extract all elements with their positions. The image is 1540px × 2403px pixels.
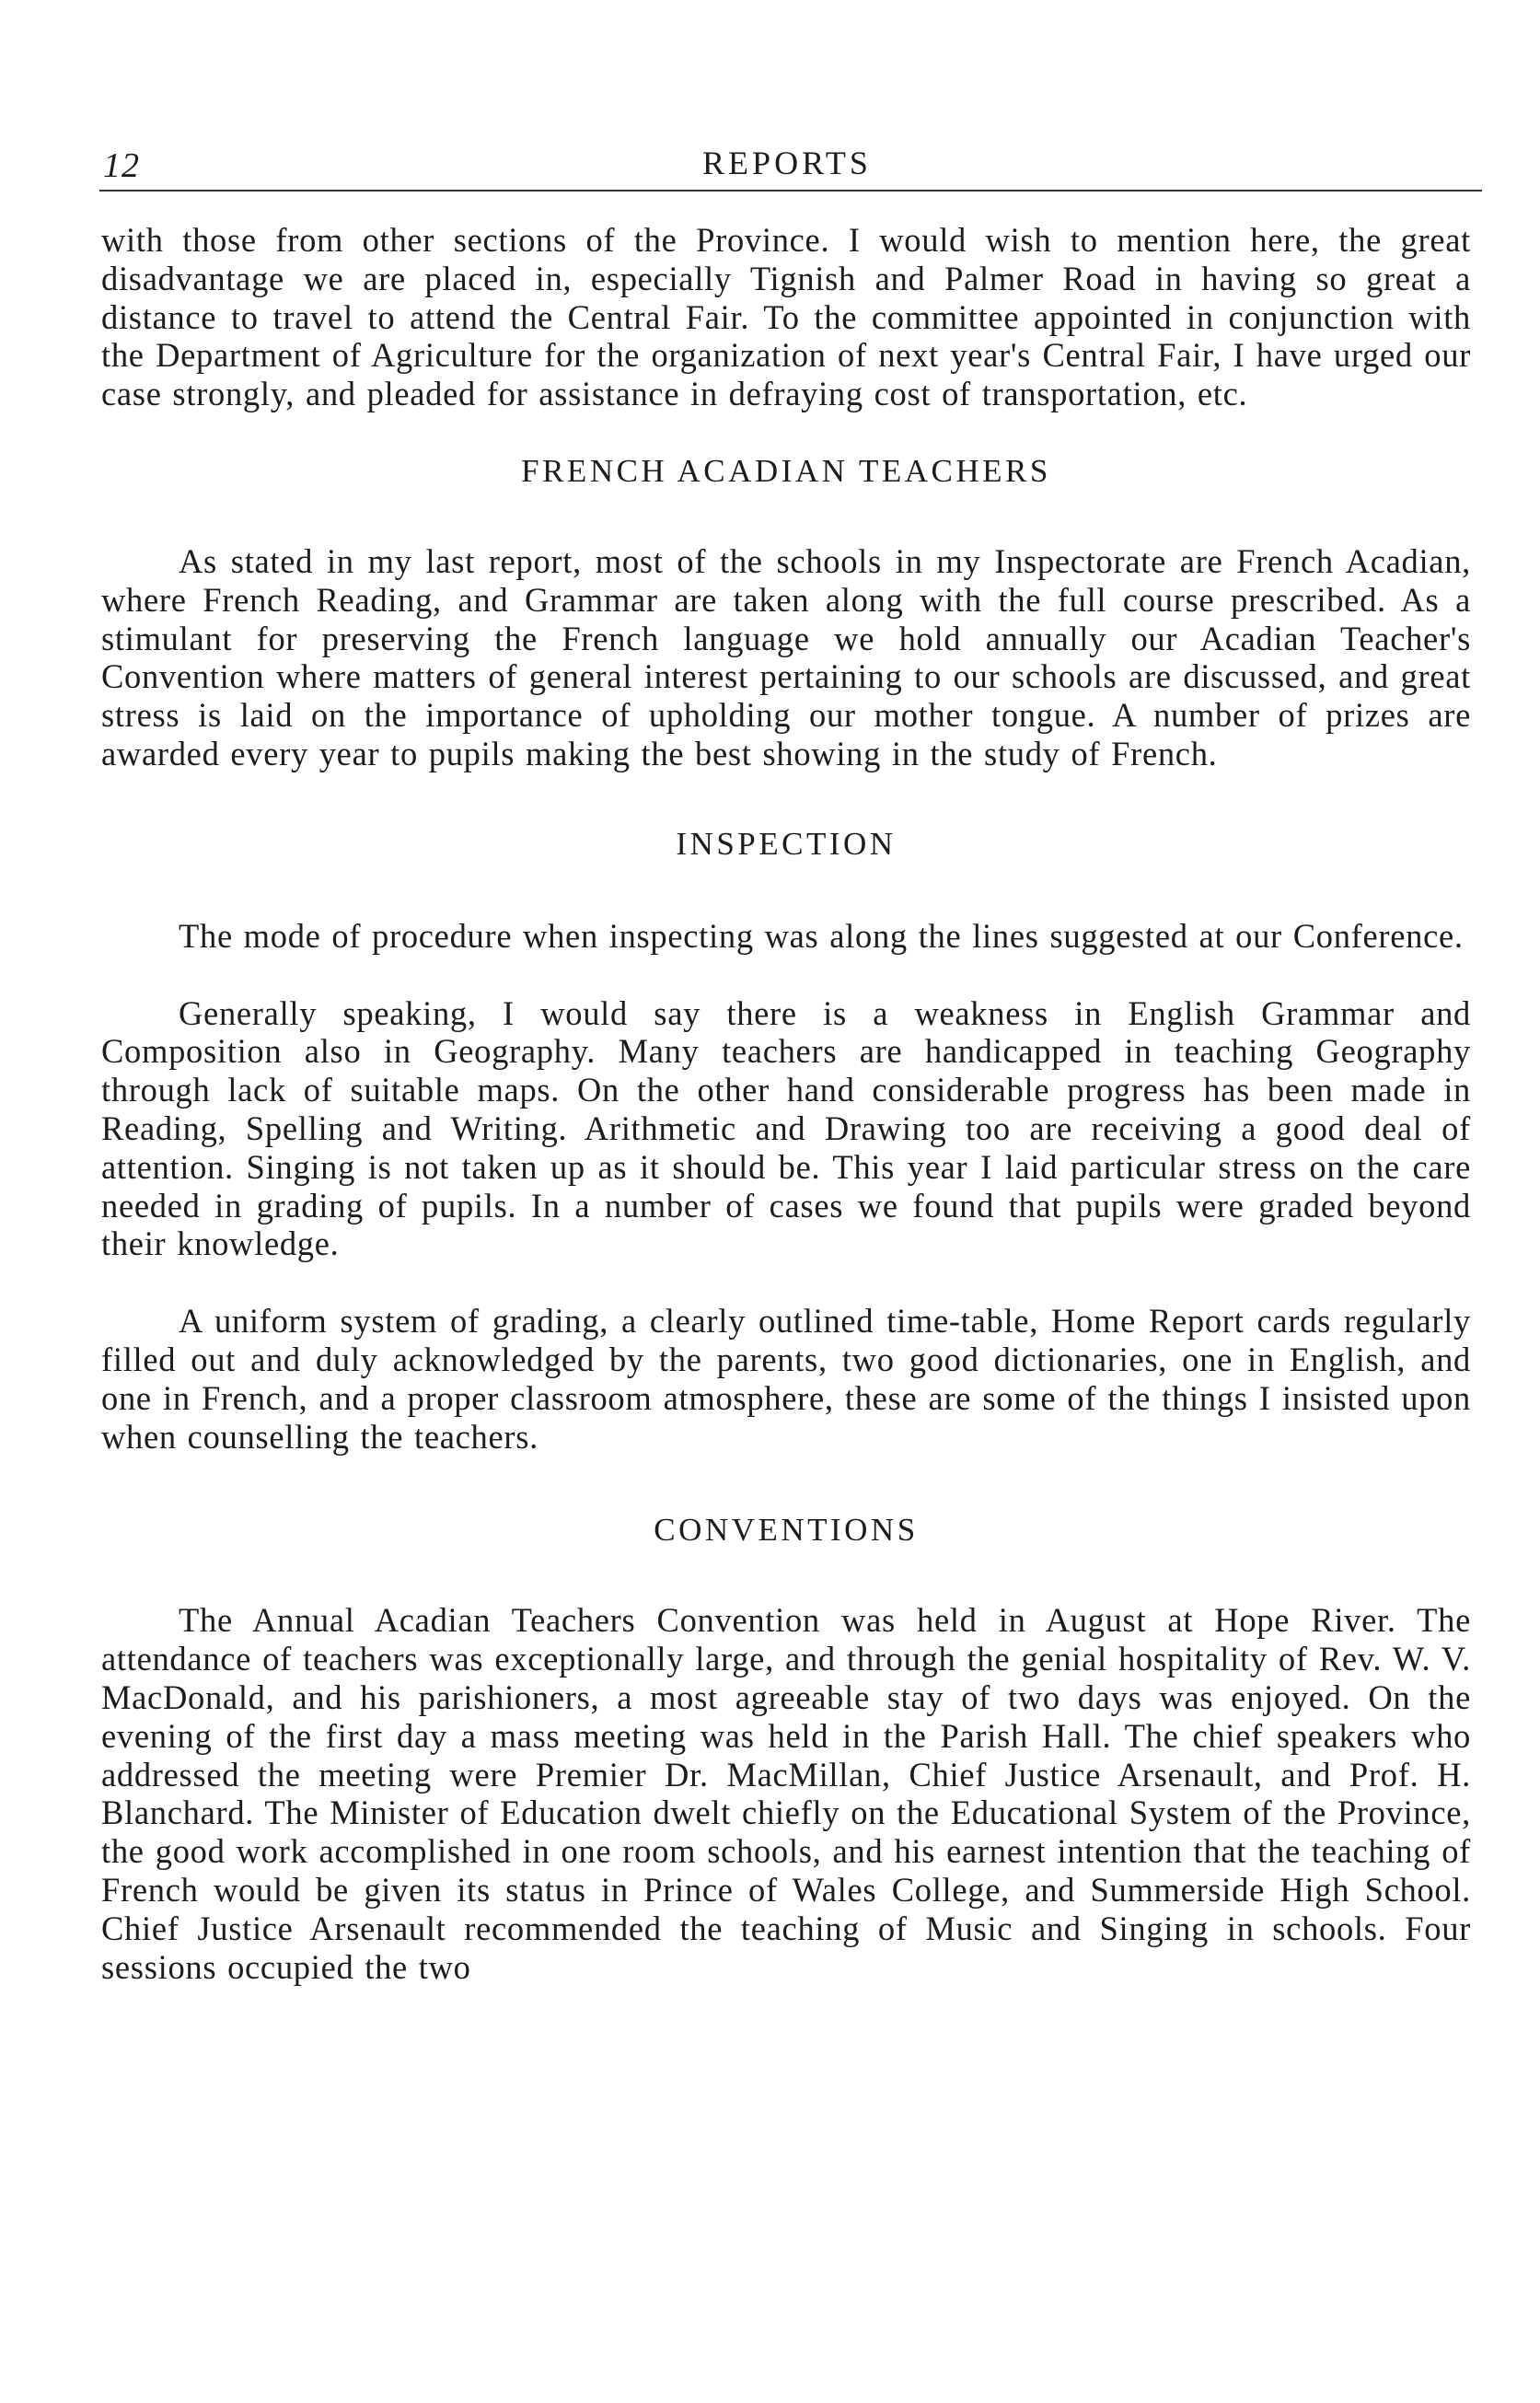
running-header — [92, 138, 1482, 193]
heading-inspection: INSPECTION — [676, 825, 897, 862]
heading-conventions: CONVENTIONS — [654, 1512, 919, 1549]
paragraph-inspection-procedure: The mode of procedure when inspecting was along the lines suggested at our Conference. — [179, 916, 1464, 955]
page-number: 12 — [103, 146, 140, 185]
paragraph-continuation: with those from other sections of the Province. I would wish to mention here, the great disadvantage we are placed in, especially Tignish and Palmer Road in having so great a distance to travel to attend the Central Fair. To the committee appointed in conjunction with the Department of Agriculture for the organization of next year's Central Fair, I have urged our case strongly, and pleaded for assistance in defraying cost of transportation, etc. — [101, 221, 1471, 413]
paragraph-inspection-weakness: Generally speaking, I would say there is a weakness in English Grammar and Composition also in Geography. Many teachers are handicapped in teaching Geography through lack of suitable maps. On the other hand considerable progress has been made in Reading, Spelling and Writing. Arithmetic and Drawing too are receiving a good deal of attention. Singing is not taken up as it should be. This year I laid particular stress on the care needed in grading of pupils. In a number of cases we found that pupils were graded beyond their knowledge. — [101, 993, 1471, 1263]
heading-french-acadian-teachers: FRENCH ACADIAN TEACHERS — [521, 452, 1051, 489]
running-title: REPORTS — [702, 145, 872, 181]
paragraph-french-acadian: As stated in my last report, most of the schools in my Inspectorate are French Acadian, where French Reading, and Grammar are taken along with the full course prescribed. As a stimulant for preserving the French language we hold annually our Acadian Teacher's Convention where matters of general interest pertaining to our schools are discussed, and great stress is laid on the importance of upholding our mother tongue. A number of prizes are awarded every year to pupils making the best showing in the study of French. — [101, 541, 1471, 772]
paragraph-inspection-grading: A uniform system of grading, a clearly outlined time-table, Home Report cards regularly filled out and duly acknowledged by the parents, two good dictionaries, one in English, and one in French, and a proper classroom atmosphere, these are some of the things I insisted upon when counselling the teachers. — [101, 1302, 1471, 1456]
header-rule — [99, 190, 1482, 192]
body-text — [101, 221, 1471, 1986]
paragraph-conventions: The Annual Acadian Teachers Convention was held in August at Hope River. The attendance of teachers was exceptionally large, and through the genial hospitality of Rev. W. V. MacDonald, and his parishioners, a most agreeable stay of two days was enjoyed. On the evening of the first day a mass meeting was held in the Parish Hall. The chief speakers who addressed the meeting were Premier Dr. MacMillan, Chief Justice Arsenault, and Prof. H. Blanchard. The Minister of Education dwelt chiefly on the Educational System of the Province, the good work accomplished in one room schools, and his earnest intention that the teaching of French would be given its status in Prince of Wales College, and Summerside High School. Chief Justice Arsenault recommended the teaching of Music and Singing in schools. Four sessions occupied the two — [101, 1601, 1471, 1986]
